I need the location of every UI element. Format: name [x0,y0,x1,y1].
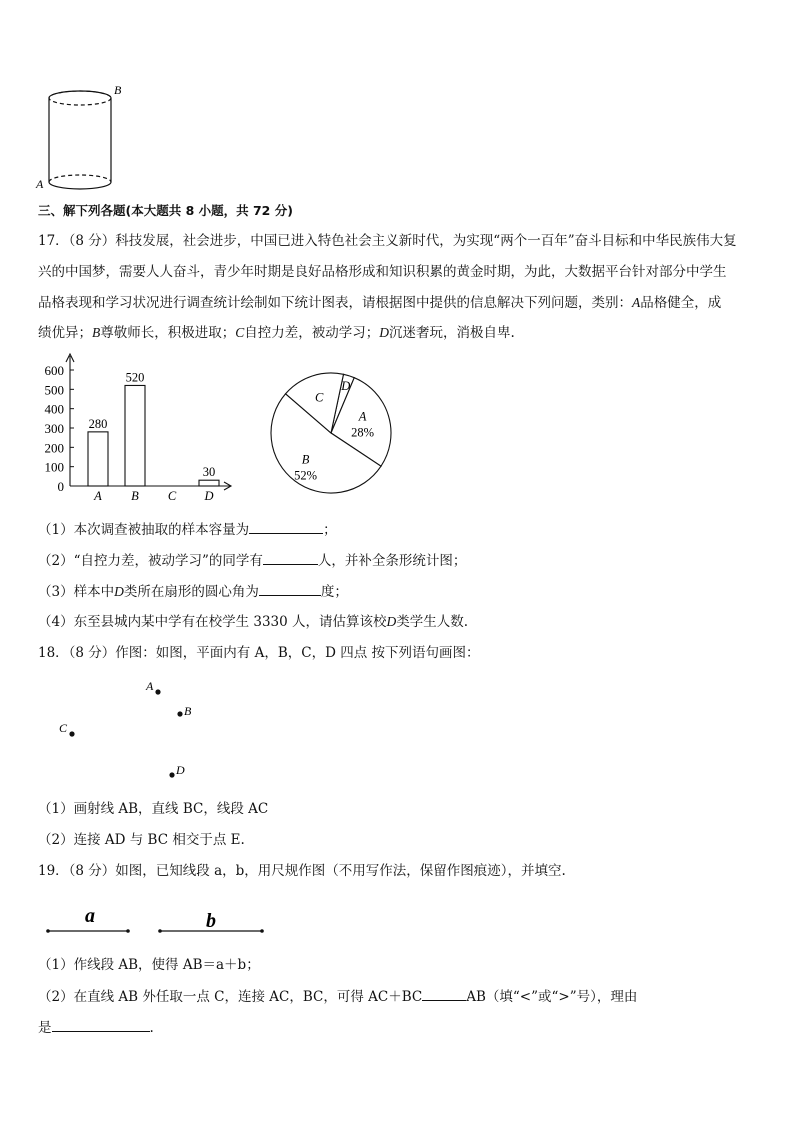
pie-percent-label: 28% [351,425,375,440]
q18-sub1: （1）画射线 AB，直线 BC，线段 AC [38,801,269,817]
pie-percent-label: 52% [294,468,318,483]
q17-line-3: 品格表现和学习状况进行调查统计绘制如下统计图表，请根据图中提供的信息解决下列问题，类别：A品格健全，成 [38,295,722,311]
x-tick-label: A [94,489,102,503]
q18-stem: 18．（8 分）作图：如图，平面内有 A，B，C，D 四点 按下列语句画图： [38,645,480,661]
y-tick-label: 500 [44,382,64,398]
q17-line-1: 17．（8 分）科技发展，社会进步，中国已进入特色社会主义新时代，为实现“两个一百年”奋斗目标和中华民族伟大复 [38,233,737,249]
point-d-label: D [176,763,185,777]
segment-b-label: b [206,910,216,932]
q17-line-4: 绩优异；B尊敬师长，积极进取；C自控力差，被动学习；D沉迷奢玩，消极自卑. [38,325,515,341]
answer-blank[interactable] [52,1018,150,1032]
y-tick-label: 200 [44,440,64,456]
bar-value-label: 30 [202,465,216,480]
pie-label-a: A [358,409,367,424]
q17-sub2: （2）“自控力差，被动学习”的同学有 人，并补全条形统计图； [38,553,467,569]
x-tick-label: B [131,489,139,503]
pie-label-b: B [301,452,310,467]
answer-blank[interactable] [259,582,321,596]
bar-value-label: 280 [88,416,108,431]
q18-points-figure [50,676,210,786]
point-a-label: A [36,177,44,191]
q19-sub2: （2）在直线 AB 外任取一点 C，连接 AC，BC，可得 AC＋BC AB（填“<”或“>”号），理由 [38,989,638,1005]
q17-sub1: （1）本次调查被抽取的样本容量为 ； [38,522,337,538]
q17-sub4: （4）东至县城内某中学有在校学生 3330 人，请估算该校D类学生人数. [38,614,469,630]
point-b-label: B [114,83,122,97]
x-tick-label: D [204,489,214,503]
bar-a [88,432,108,486]
y-tick-label: 0 [57,479,64,494]
q18-sub2: （2）连接 AD 与 BC 相交于点 E. [38,832,245,848]
y-tick-label: 600 [44,363,64,378]
q19-sub2-cont: 是 . [38,1020,154,1036]
q19-sub1: （1）作线段 AB，使得 AB＝a＋b； [38,957,260,973]
q19-segments-figure [40,900,280,940]
bar-value-label: 520 [125,370,145,385]
q19-stem: 19．（8 分）如图，已知线段 a，b，用尺规作图（不用写作法，保留作图痕迹），并填空. [38,863,566,879]
section-heading: 三、解下列各题(本大题共 8 小题，共 72 分) [38,203,293,218]
y-tick-label: 400 [44,401,64,417]
point-b-label: B [184,704,192,718]
pie-chart [268,370,394,496]
point-a-label: A [146,679,154,693]
x-tick-label: C [167,489,177,503]
cylinder-figure [34,78,134,198]
bar-d [199,480,219,486]
answer-blank[interactable] [422,987,466,1001]
pie-label-c: C [314,390,324,405]
point-c-label: C [59,721,68,735]
pie-label-d: D [341,379,351,394]
q17-line-2: 兴的中国梦，需要人人奋斗，青少年时期是良好品格形成和知识积累的黄金时期，为此，大数据平台针对部分中学生 [38,264,727,280]
bar-chart [34,350,244,505]
answer-blank[interactable] [263,551,318,565]
q17-sub3: （3）样本中D类所在扇形的圆心角为 度； [38,584,348,600]
y-tick-label: 100 [44,459,64,475]
bar-b [125,385,145,486]
y-tick-label: 300 [44,421,64,436]
segment-a-label: a [85,905,95,927]
answer-blank[interactable] [249,520,323,534]
